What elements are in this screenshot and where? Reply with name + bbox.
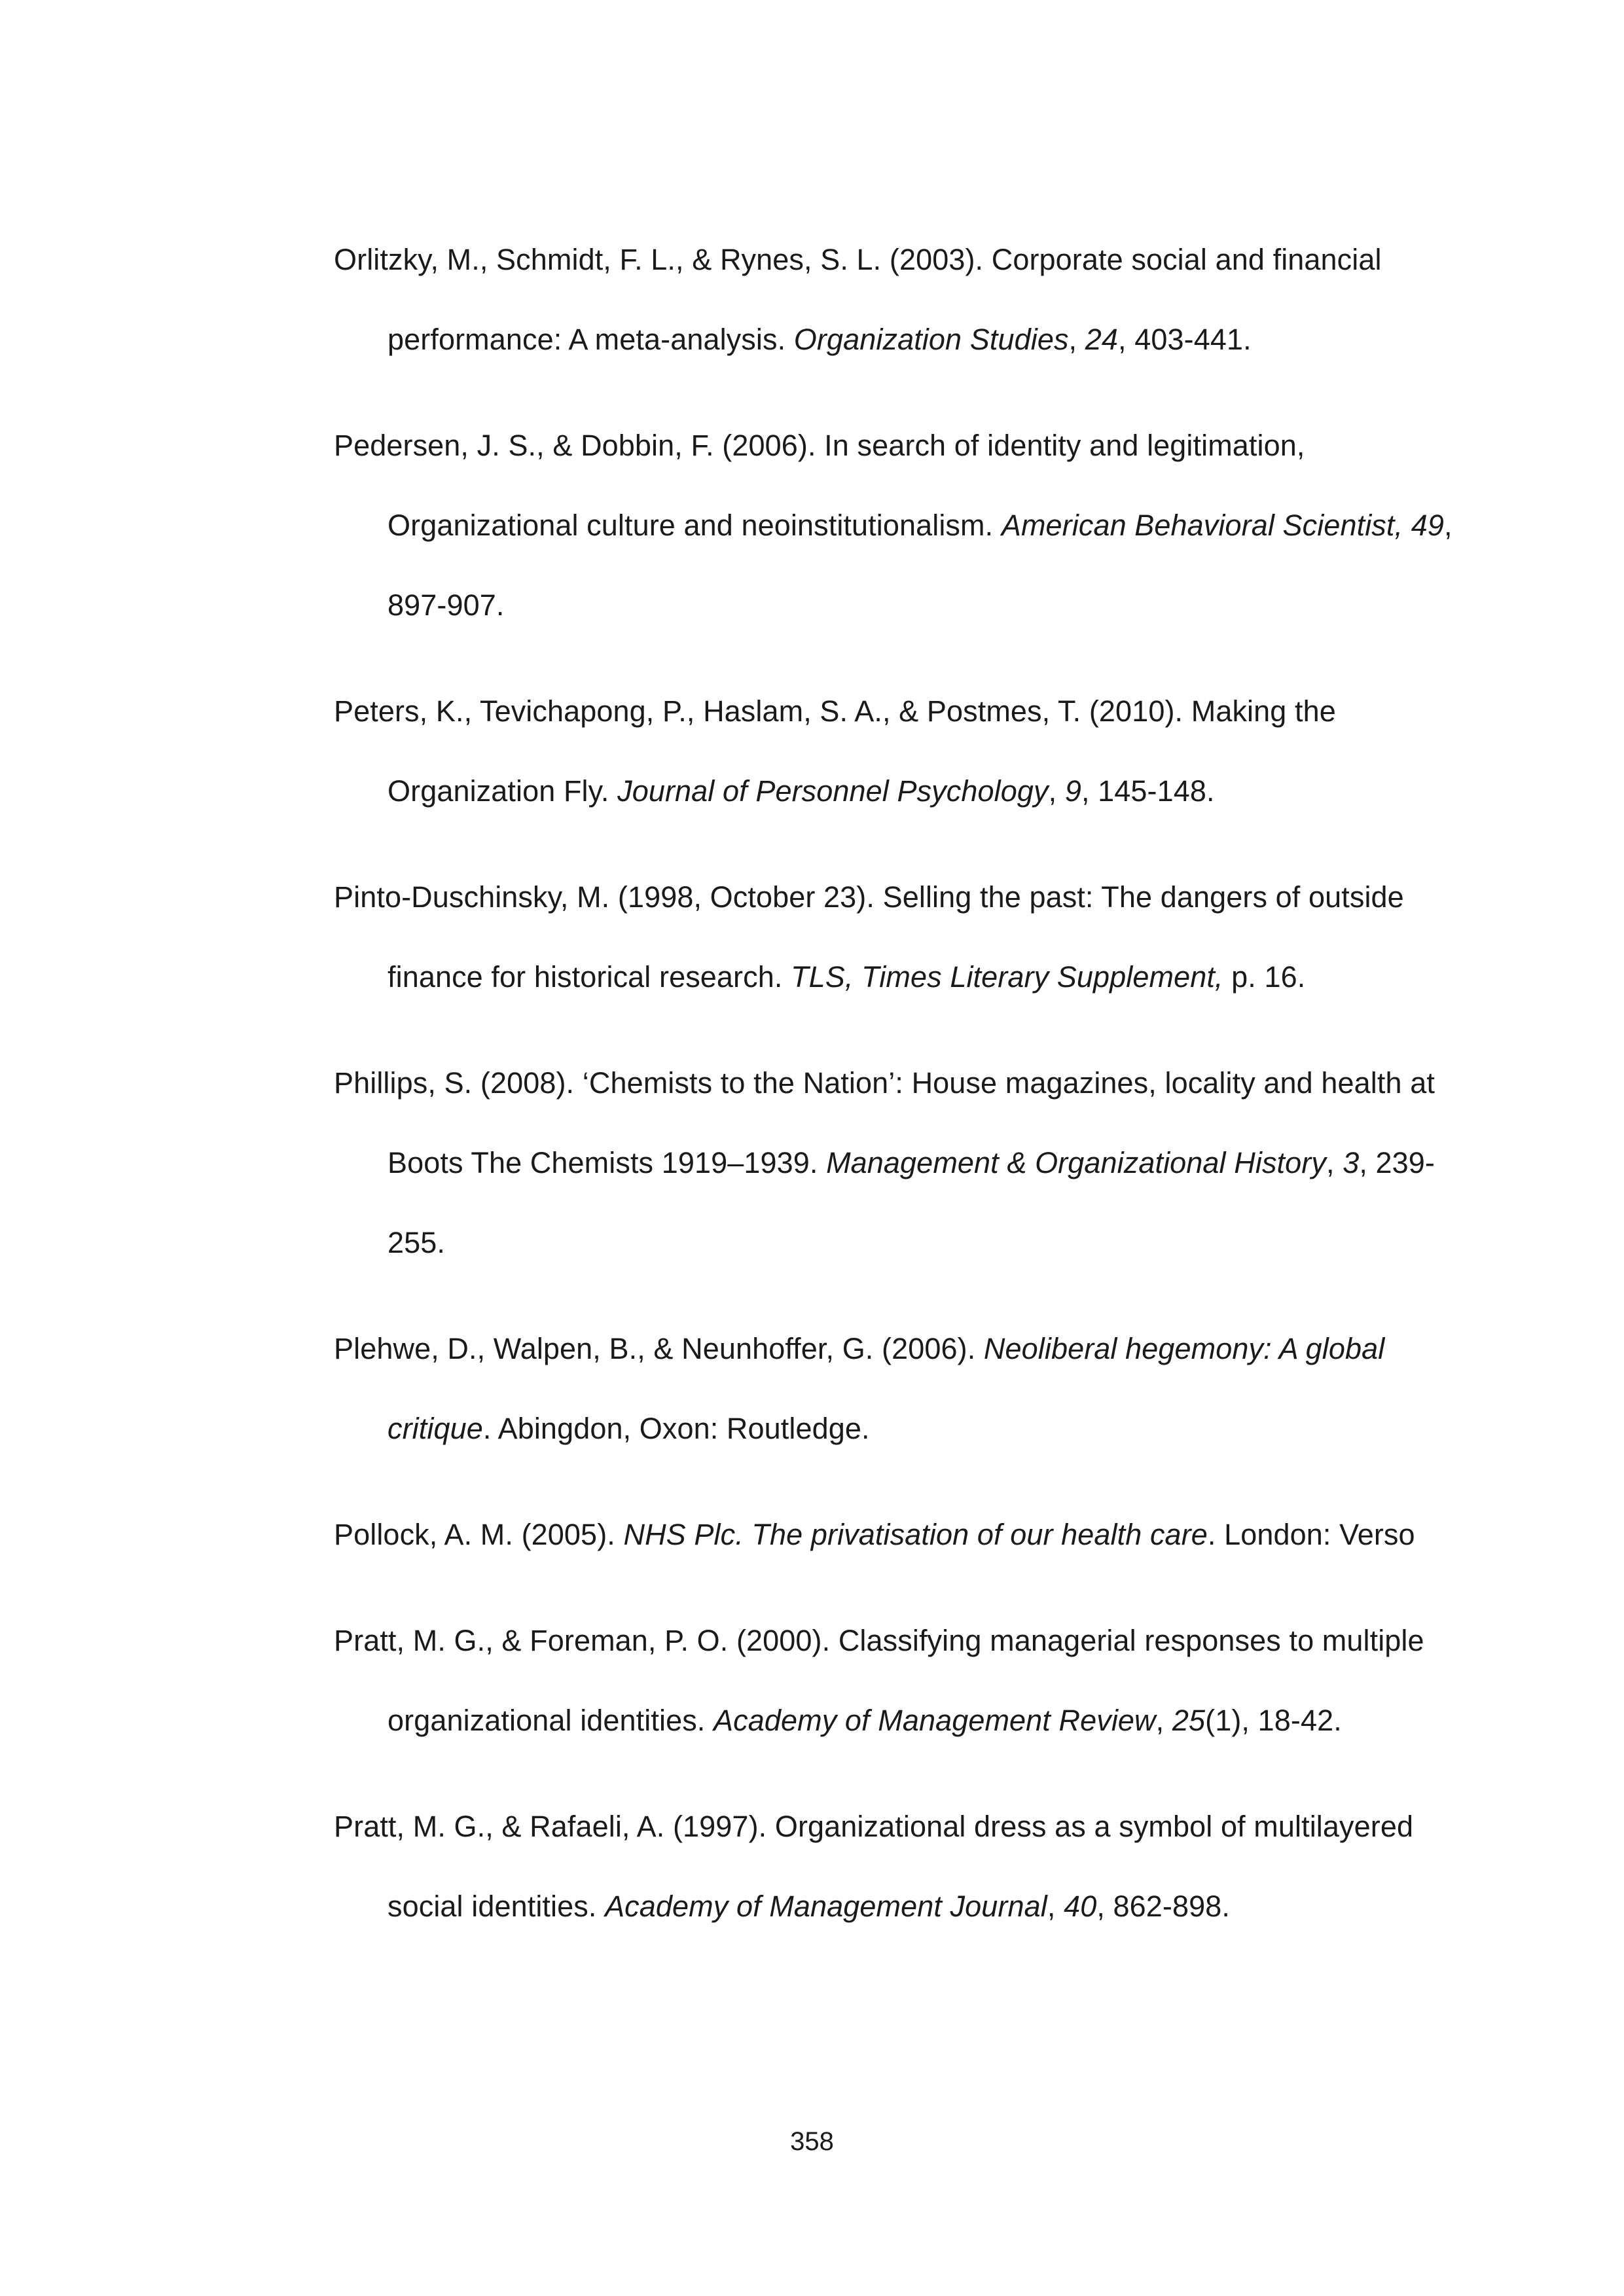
reference-text: Phillips, S. (2008). ‘Chemists to the Nation’: House magazines, locality and health at Boots The Chemists 1919–1939. <box>334 1066 1435 1179</box>
reference-text: Pinto-Duschinsky, M. (1998, October 23). Selling the past: The dangers of outside finance for historical research. <box>334 880 1404 994</box>
reference-text: , 239-255. <box>388 1146 1435 1259</box>
reference-entry <box>334 220 1460 380</box>
reference-text: , 862-898. <box>1096 1890 1230 1923</box>
reference-list <box>334 220 1460 1973</box>
reference-text: Plehwe, D., Walpen, B., & Neunhoffer, G. (2006). <box>334 1332 984 1365</box>
reference-entry <box>334 1601 1460 1761</box>
reference-text: , <box>1155 1704 1172 1737</box>
reference-italic-text: Neoliberal hegemony: A global critique <box>388 1332 1385 1445</box>
reference-italic-text: 25 <box>1172 1704 1206 1737</box>
reference-text: Pratt, M. G., & Foreman, P. O. (2000). Classifying managerial responses to multiple organizational identities. <box>334 1624 1424 1737</box>
reference-entry <box>334 857 1460 1017</box>
reference-entry <box>334 406 1460 645</box>
reference-italic-text: TLS, Times Literary Supplement, <box>791 960 1223 994</box>
reference-text: , 145-148. <box>1081 774 1215 808</box>
reference-text: . London: Verso <box>1207 1518 1415 1551</box>
reference-italic-text: NHS Plc. The privatisation of our health care <box>623 1518 1208 1551</box>
reference-italic-text: Journal of Personnel Psychology <box>617 774 1049 808</box>
reference-text: Peters, K., Tevichapong, P., Haslam, S. A., & Postmes, T. (2010). Making the Organization Fly. <box>334 694 1336 808</box>
reference-text: Pollock, A. M. (2005). <box>334 1518 624 1551</box>
reference-text: Pedersen, J. S., & Dobbin, F. (2006). In search of identity and legitimation, Organizational culture and neoinstitutionalism. <box>334 429 1305 542</box>
reference-italic-text: Academy of Management Journal <box>605 1890 1047 1923</box>
reference-text: , 403-441. <box>1118 323 1252 356</box>
reference-italic-text: 9 <box>1064 774 1081 808</box>
reference-italic-text: 40 <box>1064 1890 1097 1923</box>
reference-italic-text: Organization Studies <box>793 323 1069 356</box>
reference-text: Orlitzky, M., Schmidt, F. L., & Rynes, S. L. (2003). Corporate social and financial performance: A meta-analysis. <box>334 243 1382 356</box>
reference-text: , 897-907. <box>388 509 1453 622</box>
reference-italic-text: American Behavioral Scientist, 49 <box>1001 509 1444 542</box>
reference-entry <box>334 672 1460 831</box>
reference-text: , <box>1326 1146 1343 1179</box>
reference-text: , <box>1047 1890 1064 1923</box>
reference-entry <box>334 1787 1460 1946</box>
reference-text: . Abingdon, Oxon: Routledge. <box>482 1412 870 1445</box>
reference-italic-text: Academy of Management Review <box>713 1704 1156 1737</box>
page-number: 358 <box>790 2127 834 2156</box>
reference-text: , <box>1048 774 1065 808</box>
reference-entry <box>334 1309 1460 1469</box>
reference-text: p. 16. <box>1223 960 1306 994</box>
reference-text: Pratt, M. G., & Rafaeli, A. (1997). Organizational dress as a symbol of multilayered social identities. <box>334 1810 1414 1923</box>
reference-italic-text: 24 <box>1085 323 1119 356</box>
reference-text: , <box>1068 323 1085 356</box>
reference-italic-text: Management & Organizational History <box>826 1146 1326 1179</box>
reference-text: (1), 18-42. <box>1205 1704 1342 1737</box>
reference-entry <box>334 1495 1460 1575</box>
reference-entry <box>334 1043 1460 1283</box>
reference-italic-text: 3 <box>1343 1146 1360 1179</box>
